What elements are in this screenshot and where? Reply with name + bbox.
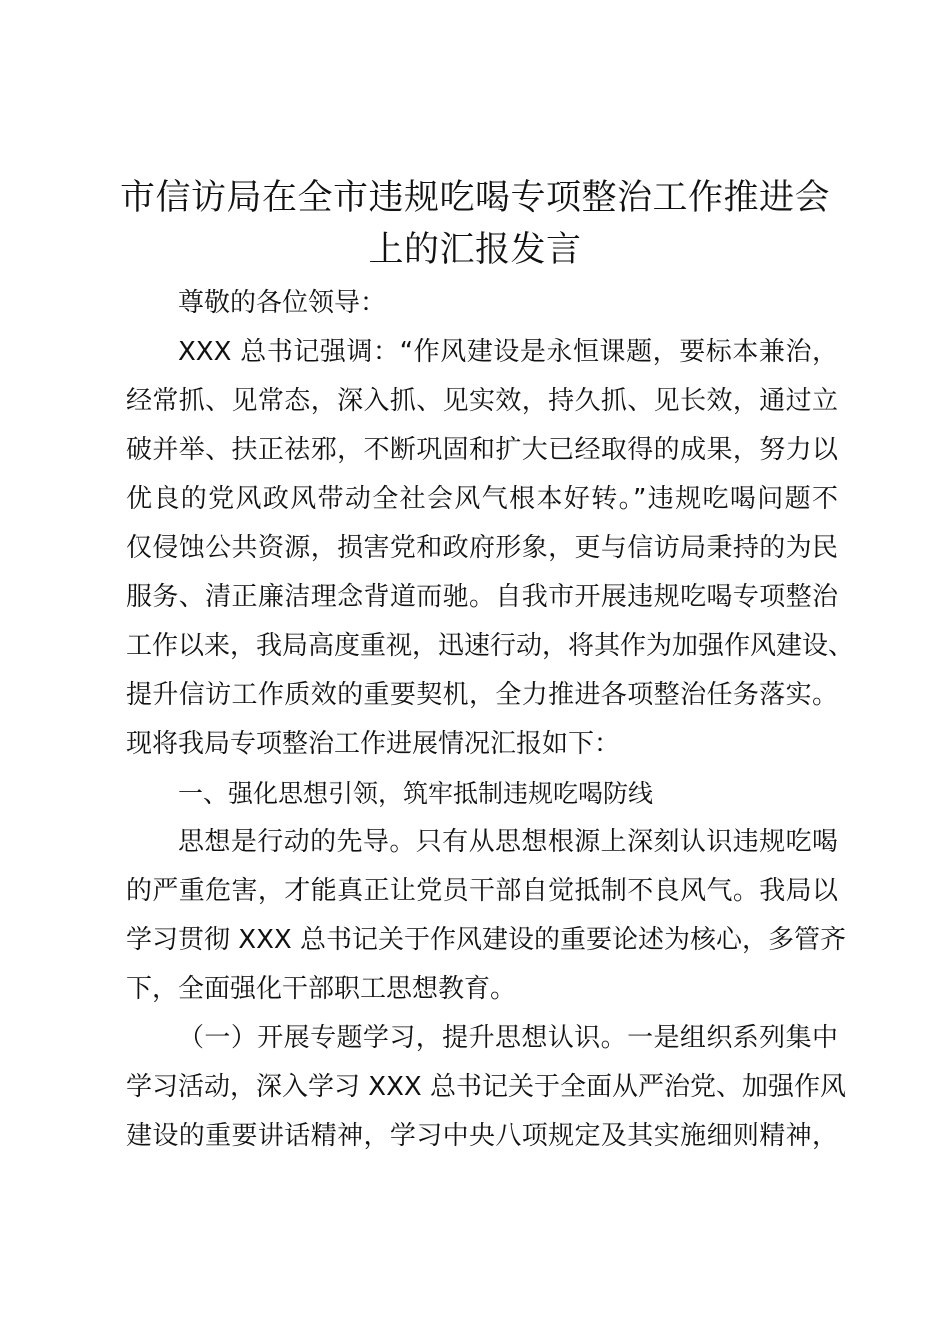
paragraph-line: 学习贯彻 XXX 总书记关于作风建设的重要论述为核心，多管齐 <box>126 925 846 955</box>
paragraph-line: 仅侵蚀公共资源，损害党和政府形象，更与信访局秉持的为民 <box>126 533 838 563</box>
salutation: 尊敬的各位领导： <box>178 288 387 318</box>
paragraph-line: 现将我局专项整治工作进展情况汇报如下： <box>126 729 621 759</box>
paragraph-line: 经常抓、见常态，深入抓、见实效，持久抓、见长效，通过立 <box>126 386 838 416</box>
paragraph-line: 提升信访工作质效的重要契机，全力推进各项整治任务落实。 <box>126 680 838 710</box>
paragraph-line: 工作以来，我局高度重视，迅速行动，将其作为加强作风建设、 <box>126 631 855 661</box>
title-line: 上的汇报发言 <box>368 230 582 270</box>
title-line: 市信访局在全市违规吃喝专项整治工作推进会 <box>119 178 830 218</box>
paragraph-line: 学习活动，深入学习 XXX 总书记关于全面从严治党、加强作风 <box>126 1072 846 1102</box>
paragraph-line: 的严重危害，才能真正让党员干部自觉抵制不良风气。我局以 <box>126 876 838 906</box>
paragraph-line: 服务、清正廉洁理念背道而驰。自我市开展违规吃喝专项整治 <box>126 582 838 612</box>
paragraph-intro <box>126 328 855 769</box>
document-title <box>100 172 850 276</box>
paragraph-line: 思想是行动的先导。只有从思想根源上深刻认识违规吃喝 <box>178 827 838 857</box>
paragraph-line: （一）开展专题学习，提升思想认识。一是组织系列集中 <box>178 1023 838 1053</box>
document-body <box>126 279 855 1161</box>
paragraph-line: 破并举、扶正祛邪，不断巩固和扩大已经取得的成果，努力以 <box>126 435 838 465</box>
paragraph-line: 建设的重要讲话精神，学习中央八项规定及其实施细则精神， <box>126 1121 838 1151</box>
section-heading: 一、强化思想引领，筑牢抵制违规吃喝防线 <box>178 779 654 808</box>
paragraph-line: 优良的党风政风带动全社会风气根本好转。”违规吃喝问题不 <box>126 484 838 514</box>
paragraph-thought <box>126 818 846 1014</box>
paragraph-line: XXX 总书记强调：“作风建设是永恒课题，要标本兼治， <box>178 337 838 367</box>
paragraph-study <box>126 1014 846 1161</box>
paragraph-line: 下，全面强化干部职工思想教育。 <box>126 974 517 1004</box>
